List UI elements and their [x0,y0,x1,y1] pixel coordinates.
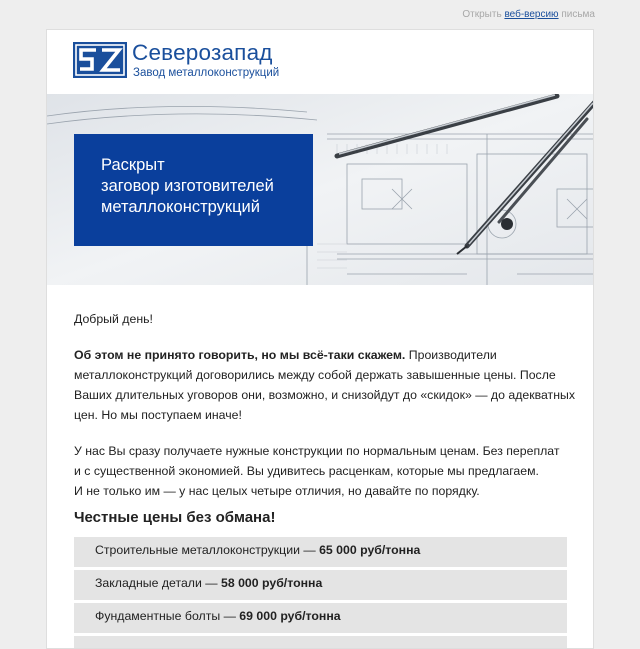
web-version-link[interactable]: веб-версию [504,9,559,20]
intro-bold: Об этом не принято говорить, но мы всё-таки скажем. [74,348,406,362]
price-list [74,537,567,649]
sz-logo-icon [73,42,127,78]
section-title: Честные цены без обмана! [74,509,276,526]
hero-line-3: металлоконструкций [101,198,260,216]
email-card [46,29,594,649]
hero-line-2: заговор изготовителей [101,177,274,195]
web-version-suffix: письма [561,9,595,20]
price-row: Фундаментные болты — 69 000 руб/тонна [74,603,567,633]
paragraph-intro: Об этом не принято говорить, но мы всё-таки скажем. Производители металлоконструкций договорились между собой держать завышенные цены. После Ваших длительных уговоров они, возможно, и снизойдут до «скидок» — до адекватных цен. Но мы поступаем иначе! [74,348,575,422]
greeting: Добрый день! [74,312,153,326]
hero-line-1: Раскрыт [101,156,165,174]
email-body [74,309,574,517]
price-row: Закладные детали — 58 000 руб/тонна [74,570,567,600]
brand-subtitle: Завод металлоконструкций [133,67,280,79]
paragraph-offer: У нас Вы сразу получаете нужные конструкции по нормальным ценам. Без переплат и с существенной экономией. Вы удивитесь расценкам, которые мы предлагаем. И не только им — у нас целых четыре отличия, но давайте по порядку. [74,444,560,498]
price-row: Строительные металлоконструкции — 65 000 руб/тонна [74,537,567,567]
web-version-line [462,9,595,20]
hero-banner[interactable] [47,94,594,285]
price-row-partial [74,636,567,649]
web-version-prefix: Открыть [462,9,502,20]
brand-title: Северозапад [132,40,273,65]
hero-headline-box [74,134,313,246]
